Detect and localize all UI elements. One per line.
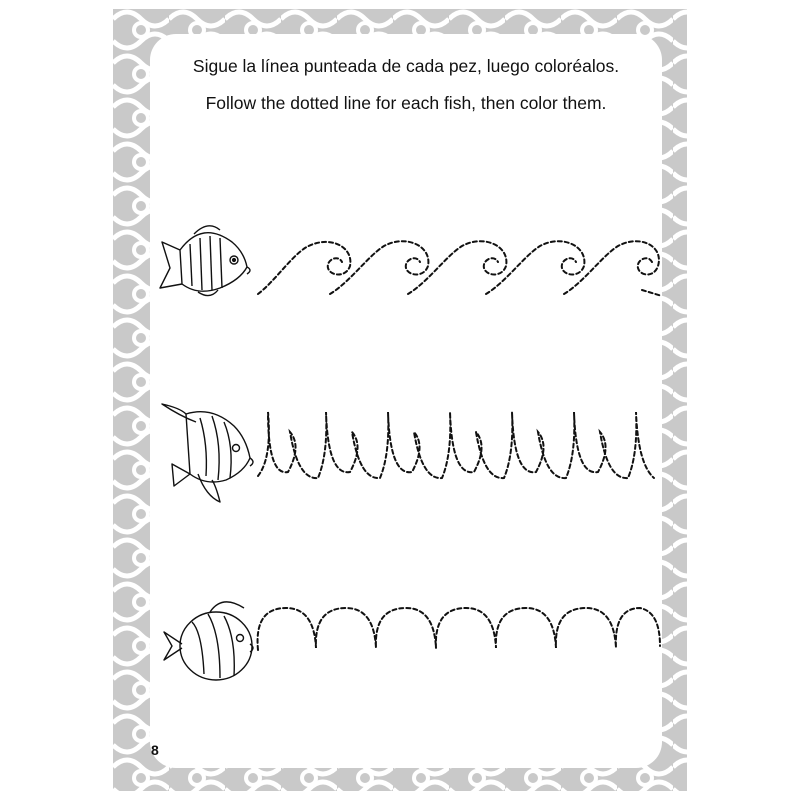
round-banded-fish-icon [164, 602, 253, 680]
trace-arches [258, 608, 660, 650]
worksheet-page [113, 9, 687, 791]
moorish-idol-fish-icon [162, 404, 253, 502]
trace-pointed-loops [258, 412, 654, 478]
round-striped-fish-icon [160, 226, 250, 296]
trace-spiral-waves [258, 241, 662, 296]
page-number: 8 [151, 742, 159, 758]
instruction-english: Follow the dotted line for each fish, then color them. [205, 93, 607, 113]
instruction-spanish: Sigue la línea punteada de cada pez, luego coloréalos. [192, 56, 620, 76]
tracing-exercises [150, 34, 662, 768]
worksheet-card [150, 34, 662, 768]
